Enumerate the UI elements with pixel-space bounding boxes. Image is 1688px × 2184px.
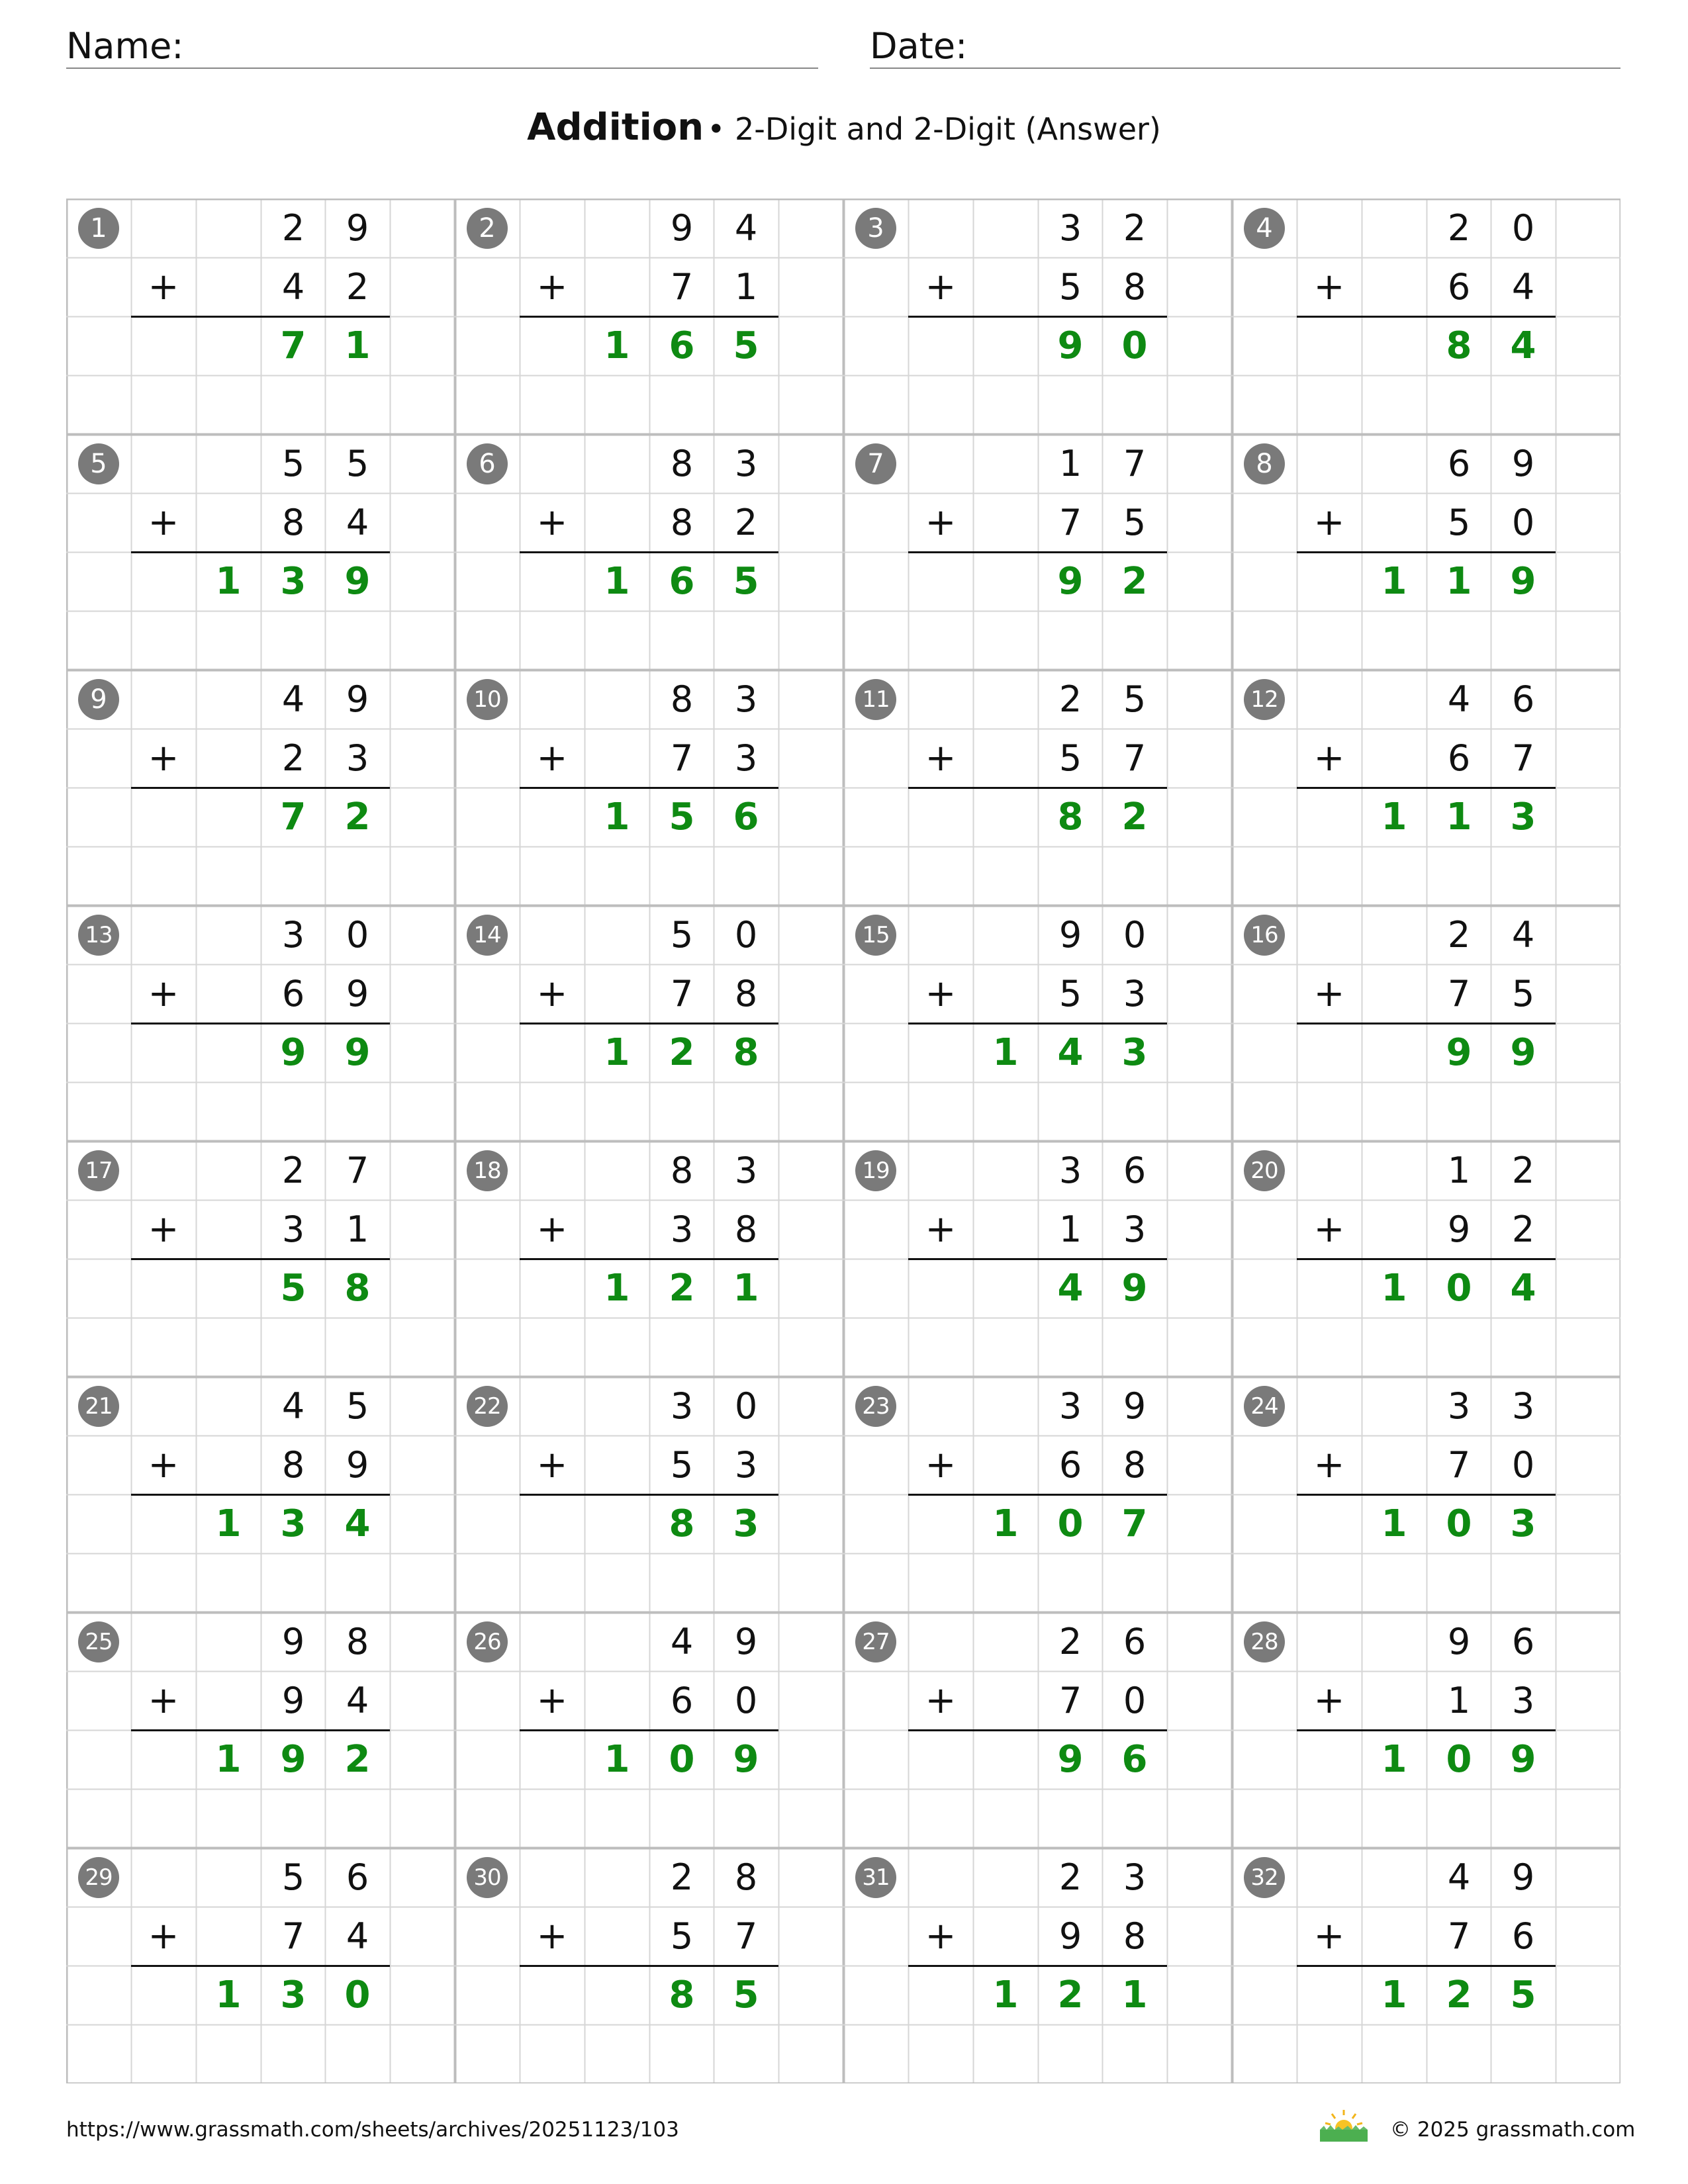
addend-bottom-digit: 9	[346, 973, 369, 1015]
addend-top-digit: 0	[1511, 207, 1535, 249]
answer-digit: 1	[1381, 560, 1407, 603]
problem-number-badge: 2	[467, 208, 508, 249]
answer-digit: 1	[215, 1502, 242, 1545]
answer-digit: 1	[1446, 796, 1472, 839]
answer-digit: 1	[733, 1267, 759, 1310]
plus-sign: +	[148, 1679, 179, 1722]
answer-digit: 8	[669, 1974, 695, 2017]
answer-digit: 7	[280, 796, 306, 839]
addend-bottom-digit: 7	[1447, 1915, 1471, 1957]
title-sub: • 2-Digit and 2-Digit (Answer)	[707, 111, 1161, 147]
plus-sign: +	[148, 1443, 179, 1486]
addend-bottom-digit: 3	[670, 1208, 694, 1250]
addend-bottom-digit: 5	[1123, 502, 1147, 543]
plus-sign: +	[148, 501, 179, 544]
addend-top-digit: 3	[1058, 1385, 1082, 1427]
plus-sign: +	[1313, 265, 1345, 308]
answer-digit: 3	[280, 1974, 306, 2017]
answer-digit: 0	[1057, 1502, 1084, 1545]
answer-digit: 9	[1057, 560, 1084, 603]
answer-digit: 5	[1510, 1974, 1536, 2017]
plus-sign: +	[1313, 1679, 1345, 1722]
date-label: Date:	[870, 25, 968, 67]
addend-bottom-digit: 9	[346, 1444, 369, 1486]
problem-number-badge: 5	[78, 443, 119, 484]
plus-sign: +	[536, 1679, 568, 1722]
addend-top-digit: 5	[670, 914, 694, 956]
addend-top-digit: 9	[346, 207, 369, 249]
answer-digit: 6	[733, 796, 759, 839]
answer-digit: 8	[669, 1502, 695, 1545]
answer-digit: 8	[733, 1031, 759, 1074]
addend-bottom-digit: 4	[346, 502, 369, 543]
addend-bottom-digit: 6	[1447, 266, 1471, 308]
addend-top-digit: 0	[346, 914, 369, 956]
answer-digit: 4	[1510, 324, 1536, 367]
answer-digit: 4	[1057, 1031, 1084, 1074]
answer-digit: 5	[733, 560, 759, 603]
addend-top-digit: 9	[670, 207, 694, 249]
addend-top-digit: 4	[1447, 678, 1471, 720]
addend-top-digit: 9	[1511, 1856, 1535, 1898]
answer-digit: 7	[280, 324, 306, 367]
addend-bottom-digit: 5	[1058, 737, 1082, 779]
worksheet-title	[0, 106, 1688, 149]
plus-sign: +	[925, 737, 957, 780]
answer-digit: 0	[1121, 324, 1148, 367]
answer-digit: 1	[992, 1974, 1019, 2017]
addend-top-digit: 0	[734, 914, 758, 956]
addend-bottom-digit: 3	[281, 1208, 305, 1250]
answer-digit: 2	[669, 1031, 695, 1074]
addend-bottom-digit: 8	[281, 1444, 305, 1486]
problem-number-badge: 4	[1244, 208, 1285, 249]
addend-top-digit: 6	[1123, 1150, 1147, 1191]
answer-digit: 1	[1381, 1738, 1407, 1781]
addend-bottom-digit: 3	[1123, 1208, 1147, 1250]
addend-top-digit: 5	[346, 443, 369, 484]
problem-number-badge: 8	[1244, 443, 1285, 484]
addend-top-digit: 6	[1511, 1621, 1535, 1662]
plus-sign: +	[536, 1915, 568, 1958]
addend-top-digit: 3	[670, 1385, 694, 1427]
addend-bottom-digit: 4	[346, 1915, 369, 1957]
problem-number-badge: 32	[1244, 1857, 1285, 1898]
plus-sign: +	[536, 1208, 568, 1251]
addend-bottom-digit: 8	[1123, 1444, 1147, 1486]
addend-bottom-digit: 7	[670, 737, 694, 779]
addend-bottom-digit: 7	[1447, 973, 1471, 1015]
answer-digit: 1	[1381, 1974, 1407, 2017]
problem-number-badge: 27	[855, 1621, 896, 1662]
plus-sign: +	[925, 265, 957, 308]
answer-digit: 1	[992, 1031, 1019, 1074]
addend-top-digit: 5	[346, 1385, 369, 1427]
addend-bottom-digit: 7	[1123, 737, 1147, 779]
answer-digit: 5	[733, 324, 759, 367]
answer-digit: 5	[733, 1974, 759, 2017]
addend-bottom-digit: 8	[734, 1208, 758, 1250]
problem-number-badge: 14	[467, 915, 508, 956]
answer-digit: 5	[280, 1267, 306, 1310]
plus-sign: +	[536, 265, 568, 308]
addend-bottom-digit: 3	[1123, 973, 1147, 1015]
problem-number-badge: 7	[855, 443, 896, 484]
plus-sign: +	[925, 1679, 957, 1722]
answer-digit: 1	[1121, 1974, 1148, 2017]
plus-sign: +	[1313, 1915, 1345, 1958]
answer-digit: 0	[1446, 1267, 1472, 1310]
addend-bottom-digit: 7	[670, 266, 694, 308]
addend-top-digit: 7	[346, 1150, 369, 1191]
plus-sign: +	[925, 501, 957, 544]
answer-digit: 3	[1510, 1502, 1536, 1545]
answer-digit: 8	[344, 1267, 371, 1310]
plus-sign: +	[1313, 1208, 1345, 1251]
problem-number-badge: 15	[855, 915, 896, 956]
addend-bottom-digit: 5	[670, 1915, 694, 1957]
addend-top-digit: 3	[734, 1150, 758, 1191]
answer-digit: 0	[1446, 1738, 1472, 1781]
addend-bottom-digit: 7	[734, 1915, 758, 1957]
addend-bottom-digit: 3	[346, 737, 369, 779]
addend-top-digit: 2	[1058, 1621, 1082, 1662]
plus-sign: +	[536, 972, 568, 1015]
addend-top-digit: 4	[281, 678, 305, 720]
addend-bottom-digit: 1	[346, 1208, 369, 1250]
answer-digit: 9	[1510, 1738, 1536, 1781]
plus-sign: +	[1313, 501, 1345, 544]
addend-bottom-digit: 4	[346, 1680, 369, 1721]
name-line	[66, 68, 818, 69]
addend-top-digit: 8	[670, 1150, 694, 1191]
addend-top-digit: 2	[1447, 914, 1471, 956]
answer-digit: 8	[1057, 796, 1084, 839]
addend-bottom-digit: 5	[1058, 266, 1082, 308]
answer-digit: 1	[604, 796, 630, 839]
answer-digit: 0	[1446, 1502, 1472, 1545]
problem-number-badge: 12	[1244, 679, 1285, 720]
addend-bottom-digit: 0	[1511, 1444, 1535, 1486]
addend-top-digit: 1	[1447, 1150, 1471, 1191]
addend-bottom-digit: 0	[734, 1680, 758, 1721]
plus-sign: +	[148, 972, 179, 1015]
addend-top-digit: 5	[281, 1856, 305, 1898]
addend-top-digit: 3	[734, 443, 758, 484]
answer-digit: 1	[215, 1738, 242, 1781]
addend-top-digit: 0	[1123, 914, 1147, 956]
addend-bottom-digit: 8	[1123, 1915, 1147, 1957]
plus-sign: +	[536, 737, 568, 780]
answer-digit: 2	[1121, 796, 1148, 839]
title-main: Addition	[527, 106, 704, 149]
answer-digit: 1	[1381, 1502, 1407, 1545]
answer-digit: 3	[1121, 1031, 1148, 1074]
answer-digit: 2	[669, 1267, 695, 1310]
answer-digit: 1	[604, 324, 630, 367]
addend-top-digit: 6	[1447, 443, 1471, 484]
plus-sign: +	[1313, 737, 1345, 780]
addend-bottom-digit: 8	[281, 502, 305, 543]
addend-bottom-digit: 6	[281, 973, 305, 1015]
addend-top-digit: 4	[1511, 914, 1535, 956]
problem-number-badge: 20	[1244, 1150, 1285, 1191]
addend-top-digit: 3	[281, 914, 305, 956]
problem-number-badge: 16	[1244, 915, 1285, 956]
problem-number-badge: 24	[1244, 1386, 1285, 1427]
answer-digit: 9	[1510, 560, 1536, 603]
addend-bottom-digit: 5	[1058, 973, 1082, 1015]
addend-top-digit: 2	[1058, 678, 1082, 720]
problem-number-badge: 18	[467, 1150, 508, 1191]
addend-top-digit: 9	[1447, 1621, 1471, 1662]
addend-top-digit: 6	[1511, 678, 1535, 720]
addend-bottom-digit: 8	[734, 973, 758, 1015]
addend-top-digit: 7	[1123, 443, 1147, 484]
addend-top-digit: 9	[734, 1621, 758, 1662]
problem-number-badge: 28	[1244, 1621, 1285, 1662]
answer-digit: 9	[280, 1031, 306, 1074]
answer-digit: 1	[992, 1502, 1019, 1545]
addend-top-digit: 2	[281, 1150, 305, 1191]
addend-top-digit: 9	[346, 678, 369, 720]
addend-top-digit: 8	[346, 1621, 369, 1662]
addend-bottom-digit: 5	[670, 1444, 694, 1486]
addend-bottom-digit: 1	[1058, 1208, 1082, 1250]
addend-bottom-digit: 2	[346, 266, 369, 308]
addend-top-digit: 3	[1511, 1385, 1535, 1427]
answer-digit: 9	[1446, 1031, 1472, 1074]
plus-sign: +	[148, 265, 179, 308]
addend-bottom-digit: 8	[670, 502, 694, 543]
addend-bottom-digit: 9	[281, 1680, 305, 1721]
addend-bottom-digit: 8	[1123, 266, 1147, 308]
addend-top-digit: 3	[734, 678, 758, 720]
addend-bottom-digit: 3	[1511, 1680, 1535, 1721]
answer-digit: 2	[1446, 1974, 1472, 2017]
answer-digit: 6	[1121, 1738, 1148, 1781]
addend-bottom-digit: 2	[281, 737, 305, 779]
plus-sign: +	[148, 1915, 179, 1958]
answer-digit: 1	[215, 1974, 242, 2017]
problem-number-badge: 11	[855, 679, 896, 720]
plus-sign: +	[1313, 972, 1345, 1015]
addend-top-digit: 2	[670, 1856, 694, 1898]
answer-digit: 1	[604, 1031, 630, 1074]
problem-number-badge: 29	[78, 1857, 119, 1898]
answer-digit: 3	[733, 1502, 759, 1545]
problem-number-badge: 17	[78, 1150, 119, 1191]
problem-number-badge: 23	[855, 1386, 896, 1427]
addend-bottom-digit: 1	[1447, 1680, 1471, 1721]
problem-number-badge: 21	[78, 1386, 119, 1427]
problem-number-badge: 1	[78, 208, 119, 249]
problem-grid	[66, 199, 1620, 2083]
problem-number-badge: 6	[467, 443, 508, 484]
answer-digit: 9	[344, 560, 371, 603]
addend-top-digit: 0	[734, 1385, 758, 1427]
answer-digit: 1	[1381, 796, 1407, 839]
addend-bottom-digit: 2	[734, 502, 758, 543]
plus-sign: +	[925, 1208, 957, 1251]
addend-top-digit: 4	[281, 1385, 305, 1427]
plus-sign: +	[1313, 1443, 1345, 1486]
addend-top-digit: 2	[1058, 1856, 1082, 1898]
plus-sign: +	[925, 1915, 957, 1958]
addend-top-digit: 9	[1058, 914, 1082, 956]
answer-digit: 0	[344, 1974, 371, 2017]
problem-number-badge: 10	[467, 679, 508, 720]
addend-bottom-digit: 7	[670, 973, 694, 1015]
answer-digit: 4	[344, 1502, 371, 1545]
answer-digit: 3	[280, 1502, 306, 1545]
answer-digit: 9	[733, 1738, 759, 1781]
plus-sign: +	[148, 737, 179, 780]
addend-bottom-digit: 5	[1447, 502, 1471, 543]
footer-url: https://www.grassmath.com/sheets/archives/20251123/103	[66, 2118, 679, 2142]
addend-top-digit: 8	[670, 443, 694, 484]
addend-bottom-digit: 3	[734, 737, 758, 779]
answer-digit: 4	[1510, 1267, 1536, 1310]
answer-digit: 9	[344, 1031, 371, 1074]
addend-top-digit: 6	[346, 1856, 369, 1898]
addend-bottom-digit: 6	[1058, 1444, 1082, 1486]
addend-top-digit: 4	[1447, 1856, 1471, 1898]
addend-bottom-digit: 7	[1511, 737, 1535, 779]
answer-digit: 1	[604, 1267, 630, 1310]
addend-bottom-digit: 9	[1447, 1208, 1471, 1250]
answer-digit: 2	[1057, 1974, 1084, 2017]
addend-top-digit: 8	[670, 678, 694, 720]
addend-top-digit: 3	[1123, 1856, 1147, 1898]
addend-bottom-digit: 7	[1058, 502, 1082, 543]
answer-digit: 6	[669, 324, 695, 367]
answer-digit: 0	[669, 1738, 695, 1781]
addend-top-digit: 1	[1058, 443, 1082, 484]
answer-digit: 9	[1057, 324, 1084, 367]
addend-top-digit: 3	[1447, 1385, 1471, 1427]
addend-top-digit: 9	[1511, 443, 1535, 484]
answer-digit: 1	[215, 560, 242, 603]
answer-digit: 1	[604, 560, 630, 603]
addend-bottom-digit: 2	[1511, 1208, 1535, 1250]
addend-top-digit: 8	[734, 1856, 758, 1898]
answer-digit: 9	[1121, 1267, 1148, 1310]
problem-number-badge: 9	[78, 679, 119, 720]
addend-top-digit: 9	[281, 1621, 305, 1662]
addend-bottom-digit: 7	[281, 1915, 305, 1957]
problem-number-badge: 25	[78, 1621, 119, 1662]
problem-number-badge: 19	[855, 1150, 896, 1191]
addend-bottom-digit: 0	[1123, 1680, 1147, 1721]
addend-bottom-digit: 4	[1511, 266, 1535, 308]
answer-digit: 9	[280, 1738, 306, 1781]
sun-over-grass-icon	[1317, 2109, 1370, 2143]
addend-top-digit: 5	[1123, 678, 1147, 720]
answer-digit: 9	[1057, 1738, 1084, 1781]
problem-number-badge: 3	[855, 208, 896, 249]
addend-bottom-digit: 7	[1058, 1680, 1082, 1721]
answer-digit: 2	[1121, 560, 1148, 603]
addend-bottom-digit: 3	[734, 1444, 758, 1486]
addend-bottom-digit: 4	[281, 266, 305, 308]
plus-sign: +	[536, 501, 568, 544]
answer-digit: 1	[1381, 1267, 1407, 1310]
addend-top-digit: 2	[1123, 207, 1147, 249]
problem-number-badge: 13	[78, 915, 119, 956]
answer-digit: 8	[1446, 324, 1472, 367]
addend-bottom-digit: 1	[734, 266, 758, 308]
answer-digit: 1	[604, 1738, 630, 1781]
footer-copyright: © 2025 grassmath.com	[1390, 2118, 1636, 2142]
answer-digit: 4	[1057, 1267, 1084, 1310]
addend-top-digit: 3	[1058, 1150, 1082, 1191]
answer-digit: 9	[1510, 1031, 1536, 1074]
plus-sign: +	[148, 1208, 179, 1251]
addend-bottom-digit: 6	[1447, 737, 1471, 779]
answer-digit: 6	[669, 560, 695, 603]
plus-sign: +	[925, 1443, 957, 1486]
addend-top-digit: 9	[1123, 1385, 1147, 1427]
addend-bottom-digit: 6	[670, 1680, 694, 1721]
addend-bottom-digit: 7	[1447, 1444, 1471, 1486]
answer-digit: 3	[280, 560, 306, 603]
problem-number-badge: 31	[855, 1857, 896, 1898]
answer-digit: 7	[1121, 1502, 1148, 1545]
addend-top-digit: 2	[1447, 207, 1471, 249]
addend-bottom-digit: 0	[1511, 502, 1535, 543]
addend-top-digit: 5	[281, 443, 305, 484]
addend-top-digit: 2	[281, 207, 305, 249]
addend-bottom-digit: 9	[1058, 1915, 1082, 1957]
plus-sign: +	[925, 972, 957, 1015]
addend-top-digit: 4	[670, 1621, 694, 1662]
addend-top-digit: 4	[734, 207, 758, 249]
answer-digit: 2	[344, 796, 371, 839]
addend-top-digit: 6	[1123, 1621, 1147, 1662]
answer-digit: 1	[344, 324, 371, 367]
problem-number-badge: 22	[467, 1386, 508, 1427]
name-label: Name:	[66, 25, 184, 67]
addend-top-digit: 3	[1058, 207, 1082, 249]
answer-digit: 1	[1446, 560, 1472, 603]
addend-bottom-digit: 5	[1511, 973, 1535, 1015]
answer-digit: 5	[669, 796, 695, 839]
addend-top-digit: 2	[1511, 1150, 1535, 1191]
problem-number-badge: 30	[467, 1857, 508, 1898]
plus-sign: +	[536, 1443, 568, 1486]
answer-digit: 3	[1510, 796, 1536, 839]
addend-bottom-digit: 6	[1511, 1915, 1535, 1957]
answer-digit: 2	[344, 1738, 371, 1781]
problem-number-badge: 26	[467, 1621, 508, 1662]
date-line	[870, 68, 1620, 69]
